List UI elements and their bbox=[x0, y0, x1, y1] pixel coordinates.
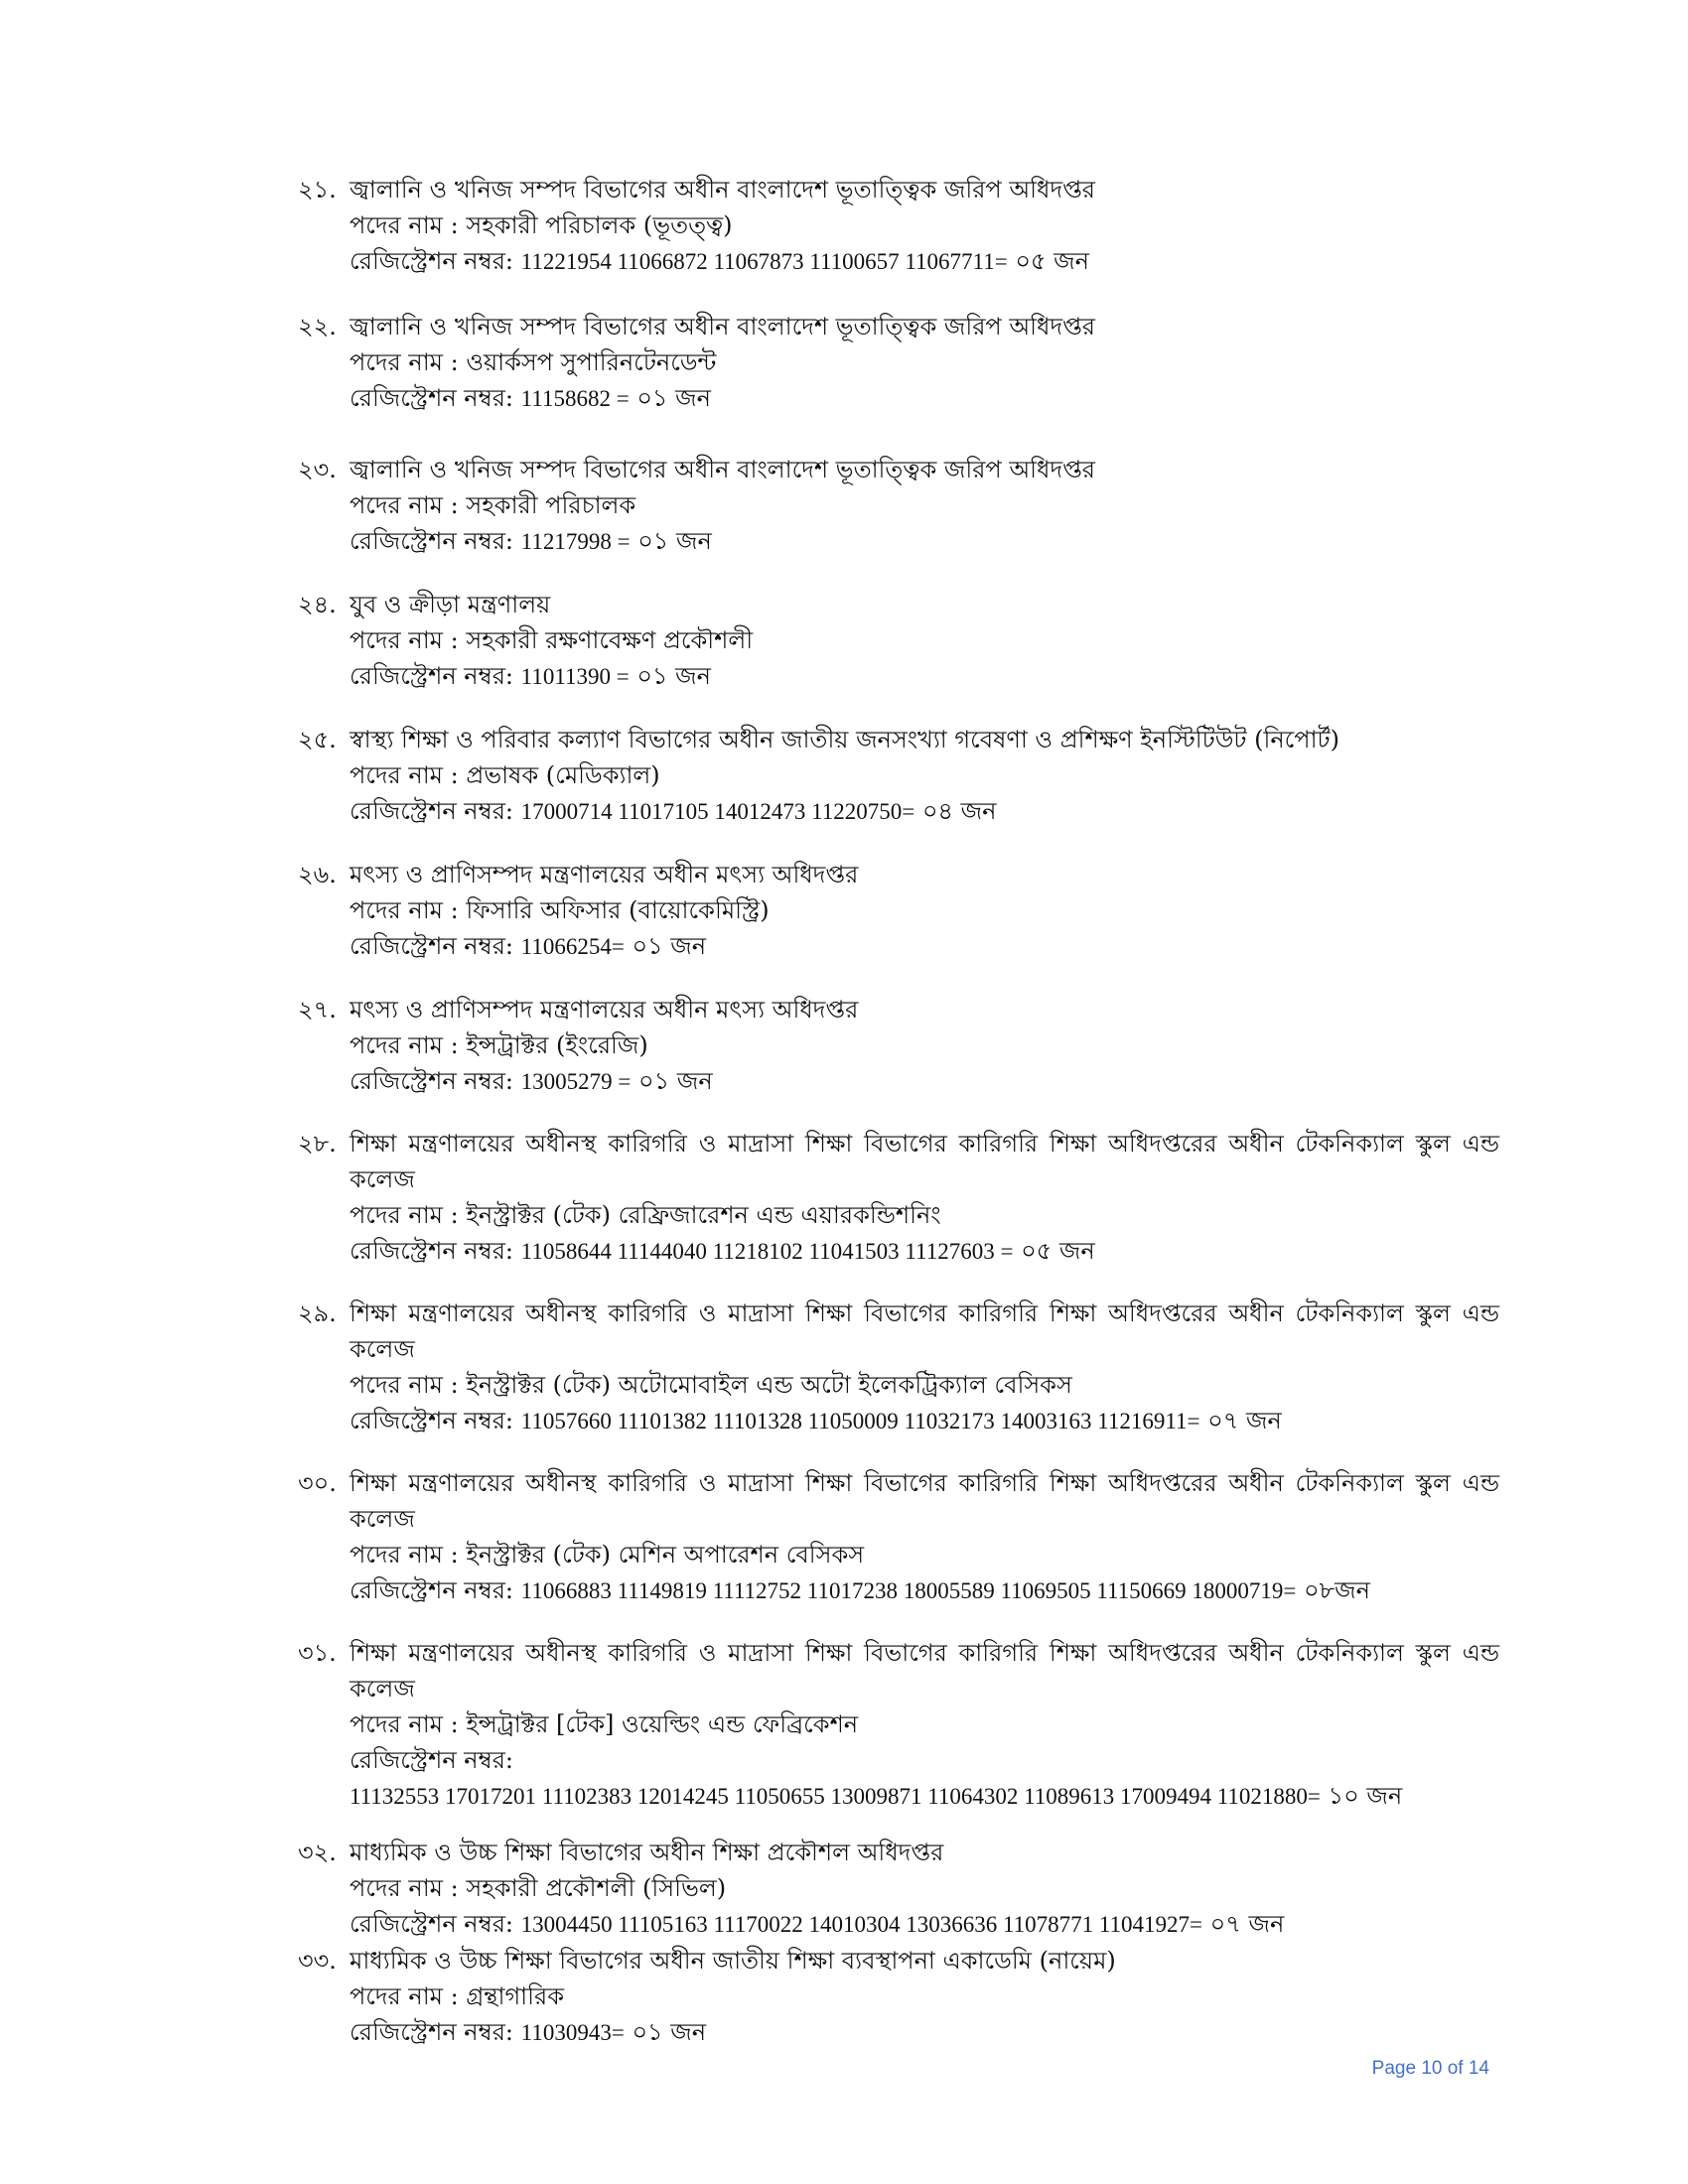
post-label: পদের নাম : bbox=[350, 348, 459, 376]
post-label: পদের নাম : bbox=[350, 1371, 459, 1399]
post-line bbox=[298, 1537, 1499, 1572]
post-label: পদের নাম : bbox=[350, 1874, 459, 1902]
registration-numbers: 11058644 11144040 11218102 11041503 11127603 = bbox=[520, 1239, 1014, 1264]
registration-numbers: 13004450 11105163 11170022 14010304 13036636 11078771 11041927= bbox=[520, 1912, 1203, 1937]
entry-number: ২৪. bbox=[298, 591, 337, 618]
post-label: পদের নাম : bbox=[350, 1031, 459, 1059]
entry-number: ২৮. bbox=[298, 1130, 337, 1158]
registration-label: রেজিস্ট্রেশন নম্বর: bbox=[350, 1746, 514, 1774]
registration-numbers: 11030943= bbox=[520, 2020, 625, 2045]
post-label: পদের নাম : bbox=[350, 211, 459, 239]
registration-numbers: 11057660 11101382 11101328 11050009 11032173 14003163 11216911= bbox=[520, 1409, 1200, 1433]
registration-label: রেজিস্ট্রেশন নম্বর: bbox=[350, 1910, 514, 1938]
entry-heading-text: মাধ্যমিক ও উচ্চ শিক্ষা বিভাগের অধীন জাতীয় শিক্ষা ব্যবস্থাপনা একাডেমি (নায়েম) bbox=[350, 1947, 1116, 1975]
candidate-count: ০১ জন bbox=[632, 2018, 707, 2046]
post-line bbox=[298, 1367, 1499, 1403]
entry-number: ২৩. bbox=[298, 456, 337, 483]
entry-heading-text: মৎস্য ও প্রাণিসম্পদ মন্ত্রণালয়ের অধীন মৎস্য অধিদপ্তর bbox=[350, 861, 859, 888]
candidate-count: ০১ জন bbox=[636, 662, 711, 690]
list-item bbox=[298, 452, 1499, 560]
list-item bbox=[298, 1635, 1499, 1815]
registration-label: রেজিস্ট্রেশন নম্বর: bbox=[350, 2018, 514, 2046]
entry-heading-text: যুব ও ক্রীড়া মন্ত্রণালয় bbox=[350, 591, 551, 618]
entry-heading bbox=[298, 1465, 1499, 1501]
registration-line bbox=[298, 523, 1499, 560]
post-name: ওয়ার্কসপ সুপারিনটেনডেন্ট bbox=[466, 348, 717, 376]
post-line bbox=[298, 487, 1499, 523]
candidate-count: ১০ জন bbox=[1328, 1782, 1403, 1810]
entry-heading bbox=[298, 1126, 1499, 1161]
candidate-count: ০১ জন bbox=[636, 384, 711, 412]
entry-number: ২৫. bbox=[298, 726, 337, 753]
registration-numbers: 13005279 = bbox=[520, 1069, 632, 1094]
post-label: পদের নাম : bbox=[350, 491, 459, 519]
entry-number: ২২. bbox=[298, 313, 337, 341]
post-line bbox=[298, 892, 1499, 928]
registration-label: রেজিস্ট্রেশন নম্বর: bbox=[350, 1576, 514, 1604]
post-line bbox=[298, 1706, 1499, 1742]
post-line bbox=[298, 1027, 1499, 1063]
registration-label: রেজিস্ট্রেশন নম্বর: bbox=[350, 932, 514, 960]
entry-heading bbox=[298, 1943, 1499, 1979]
registration-line bbox=[298, 658, 1499, 695]
entry-number: ২৭. bbox=[298, 996, 337, 1024]
post-name: সহকারী পরিচালক bbox=[466, 491, 636, 519]
entry-number: ২৯. bbox=[298, 1299, 337, 1327]
registration-label: রেজিস্ট্রেশন নম্বর: bbox=[350, 527, 514, 555]
list-item bbox=[298, 722, 1499, 830]
entry-heading-continuation: কলেজ bbox=[350, 1335, 415, 1363]
page-number: Page 10 of 14 bbox=[1371, 2058, 1489, 2079]
entry-heading bbox=[298, 722, 1499, 757]
registration-numbers: 11066883 11149819 11112752 11017238 18005589 11069505 11150669 18000719= bbox=[520, 1578, 1297, 1603]
entry-heading-text: জ্বালানি ও খনিজ সম্পদ বিভাগের অধীন বাংলাদেশ ভূতাত্ত্বিক জরিপ অধিদপ্তর bbox=[350, 456, 1095, 483]
entry-number: ৩১. bbox=[298, 1639, 337, 1667]
candidate-count: ০৫ জন bbox=[1015, 247, 1089, 275]
list-item bbox=[298, 1296, 1499, 1439]
entry-heading bbox=[298, 992, 1499, 1027]
registration-label: রেজিস্ট্রেশন নম্বর: bbox=[350, 662, 514, 690]
list-item bbox=[298, 1943, 1499, 2051]
post-name: প্রভাষক (মেডিক্যাল) bbox=[466, 761, 660, 789]
registration-line bbox=[298, 1742, 1499, 1778]
entry-heading-text: শিক্ষা মন্ত্রণালয়ের অধীনস্থ কারিগরি ও মাদ্রাসা শিক্ষা বিভাগের কারিগরি শিক্ষা অধিদপ্তরের অধীন টেকনিক্যাল স্কুল এন্ড bbox=[350, 1639, 1499, 1667]
candidate-count: ০৫ জন bbox=[1021, 1237, 1095, 1265]
entry-number: ৩২. bbox=[298, 1839, 337, 1866]
registration-numbers: 11217998 = bbox=[520, 529, 631, 554]
registration-numbers: 11221954 11066872 11067873 11100657 11067711= bbox=[520, 249, 1008, 274]
list-item bbox=[298, 857, 1499, 965]
list-item bbox=[298, 1835, 1499, 1943]
registration-label: রেজিস্ট্রেশন নম্বর: bbox=[350, 247, 514, 275]
entry-number: ২১. bbox=[298, 176, 337, 204]
list-item bbox=[298, 309, 1499, 417]
registration-line bbox=[298, 1403, 1499, 1439]
entry-heading-text: জ্বালানি ও খনিজ সম্পদ বিভাগের অধীন বাংলাদেশ ভূতাত্ত্বিক জরিপ অধিদপ্তর bbox=[350, 176, 1095, 204]
entry-heading-text: মাধ্যমিক ও উচ্চ শিক্ষা বিভাগের অধীন শিক্ষা প্রকৌশল অধিদপ্তর bbox=[350, 1839, 944, 1866]
list-item bbox=[298, 172, 1499, 280]
candidate-count: ০৮জন bbox=[1304, 1576, 1370, 1604]
registration-line bbox=[298, 243, 1499, 280]
registration-label: রেজিস্ট্রেশন নম্বর: bbox=[350, 797, 514, 825]
entry-heading bbox=[298, 452, 1499, 487]
registration-numbers: 11158682 = bbox=[520, 386, 630, 411]
candidate-count: ০১ জন bbox=[637, 527, 712, 555]
registration-line bbox=[298, 1233, 1499, 1270]
entry-heading-text: স্বাস্থ্য শিক্ষা ও পরিবার কল্যাণ বিভাগের অধীন জাতীয় জনসংখ্যা গবেষণা ও প্রশিক্ষণ ইনস্টিটিউট (নিপোর্ট) bbox=[350, 726, 1339, 753]
post-line bbox=[298, 344, 1499, 380]
entry-heading bbox=[298, 309, 1499, 344]
post-label: পদের নাম : bbox=[350, 896, 459, 924]
candidate-count: ০১ জন bbox=[638, 1067, 713, 1095]
post-name: গ্রন্থাগারিক bbox=[466, 1982, 564, 2010]
registration-line bbox=[298, 1572, 1499, 1609]
list-item bbox=[298, 1465, 1499, 1609]
post-label: পদের নাম : bbox=[350, 626, 459, 654]
candidate-count: ০৪ জন bbox=[921, 797, 997, 825]
entry-heading-text: শিক্ষা মন্ত্রণালয়ের অধীনস্থ কারিগরি ও মাদ্রাসা শিক্ষা বিভাগের কারিগরি শিক্ষা অধিদপ্তরের অধীন টেকনিক্যাল স্কুল এন্ড bbox=[350, 1469, 1499, 1497]
registration-label: রেজিস্ট্রেশন নম্বর: bbox=[350, 1407, 514, 1434]
post-line bbox=[298, 1870, 1499, 1906]
registration-line bbox=[298, 1063, 1499, 1100]
registration-numbers: 11066254= bbox=[520, 934, 625, 959]
post-line bbox=[298, 757, 1499, 793]
registration-label: রেজিস্ট্রেশন নম্বর: bbox=[350, 1067, 514, 1095]
entry-heading bbox=[298, 172, 1499, 207]
entry-heading bbox=[298, 1296, 1499, 1331]
entry-number: ২৬. bbox=[298, 861, 337, 888]
post-name: সহকারী প্রকৌশলী (সিভিল) bbox=[466, 1874, 727, 1902]
entry-number: ৩৩. bbox=[298, 1947, 337, 1975]
post-line bbox=[298, 1197, 1499, 1233]
entry-heading-continuation: কলেজ bbox=[350, 1675, 415, 1703]
post-label: পদের নাম : bbox=[350, 1710, 459, 1738]
registration-line bbox=[298, 380, 1499, 417]
registration-numbers-line bbox=[298, 1778, 1499, 1815]
entry-heading bbox=[298, 857, 1499, 892]
registration-line bbox=[298, 2014, 1499, 2051]
post-name: ইনস্ট্রাক্টর (টেক) রেফ্রিজারেশন এন্ড এয়ারকন্ডিশনিং bbox=[466, 1201, 941, 1229]
registration-line bbox=[298, 1906, 1499, 1943]
post-label: পদের নাম : bbox=[350, 1541, 459, 1569]
entry-heading bbox=[298, 587, 1499, 622]
post-line bbox=[298, 207, 1499, 243]
entry-heading-text: শিক্ষা মন্ত্রণালয়ের অধীনস্থ কারিগরি ও মাদ্রাসা শিক্ষা বিভাগের কারিগরি শিক্ষা অধিদপ্তরের অধীন টেকনিক্যাল স্কুল এন্ড bbox=[350, 1130, 1499, 1158]
candidate-count: ০৭ জন bbox=[1207, 1407, 1282, 1434]
registration-numbers: 17000714 11017105 14012473 11220750= bbox=[520, 799, 915, 824]
entry-heading bbox=[298, 1835, 1499, 1870]
post-line bbox=[298, 622, 1499, 658]
registration-line bbox=[298, 793, 1499, 830]
entry-heading-continuation: কলেজ bbox=[350, 1165, 415, 1193]
post-label: পদের নাম : bbox=[350, 761, 459, 789]
candidate-count: ০১ জন bbox=[632, 932, 707, 960]
post-name: ইনস্ট্রাক্টর (টেক) অটোমোবাইল এন্ড অটো ইলেকট্রিক্যাল বেসিকস bbox=[466, 1371, 1072, 1399]
list-item bbox=[298, 587, 1499, 695]
post-label: পদের নাম : bbox=[350, 1201, 459, 1229]
registration-numbers: 11132553 17017201 11102383 12014245 11050655 13009871 11064302 11089613 17009494 11021880= bbox=[350, 1784, 1321, 1809]
post-name: সহকারী রক্ষণাবেক্ষণ প্রকৌশলী bbox=[466, 626, 754, 654]
post-name: ইন্সট্রাক্টর [টেক] ওয়েল্ডিং এন্ড ফেব্রিকেশন bbox=[466, 1710, 859, 1738]
post-name: সহকারী পরিচালক (ভূতত্ত্ব) bbox=[466, 211, 733, 239]
registration-label: রেজিস্ট্রেশন নম্বর: bbox=[350, 384, 514, 412]
entry-heading bbox=[298, 1635, 1499, 1671]
registration-label: রেজিস্ট্রেশন নম্বর: bbox=[350, 1237, 514, 1265]
list-item bbox=[298, 992, 1499, 1100]
entry-heading-text: মৎস্য ও প্রাণিসম্পদ মন্ত্রণালয়ের অধীন মৎস্য অধিদপ্তর bbox=[350, 996, 859, 1024]
candidate-count: ০৭ জন bbox=[1209, 1910, 1285, 1938]
registration-line bbox=[298, 928, 1499, 965]
entry-heading-text: জ্বালানি ও খনিজ সম্পদ বিভাগের অধীন বাংলাদেশ ভূতাত্ত্বিক জরিপ অধিদপ্তর bbox=[350, 313, 1095, 341]
entry-number: ৩০. bbox=[298, 1469, 337, 1497]
list-item bbox=[298, 1126, 1499, 1270]
entry-heading-continuation: কলেজ bbox=[350, 1505, 415, 1533]
post-label: পদের নাম : bbox=[350, 1982, 459, 2010]
post-line bbox=[298, 1979, 1499, 2014]
registration-numbers: 11011390 = bbox=[520, 664, 630, 689]
post-name: ইনস্ট্রাক্টর (টেক) মেশিন অপারেশন বেসিকস bbox=[466, 1541, 865, 1569]
post-name: ইন্সট্রাক্টর (ইংরেজি) bbox=[466, 1031, 648, 1059]
entry-heading-text: শিক্ষা মন্ত্রণালয়ের অধীনস্থ কারিগরি ও মাদ্রাসা শিক্ষা বিভাগের কারিগরি শিক্ষা অধিদপ্তরের অধীন টেকনিক্যাল স্কুল এন্ড bbox=[350, 1299, 1499, 1327]
post-name: ফিসারি অফিসার (বায়োকেমিস্ট্রি) bbox=[466, 896, 770, 924]
